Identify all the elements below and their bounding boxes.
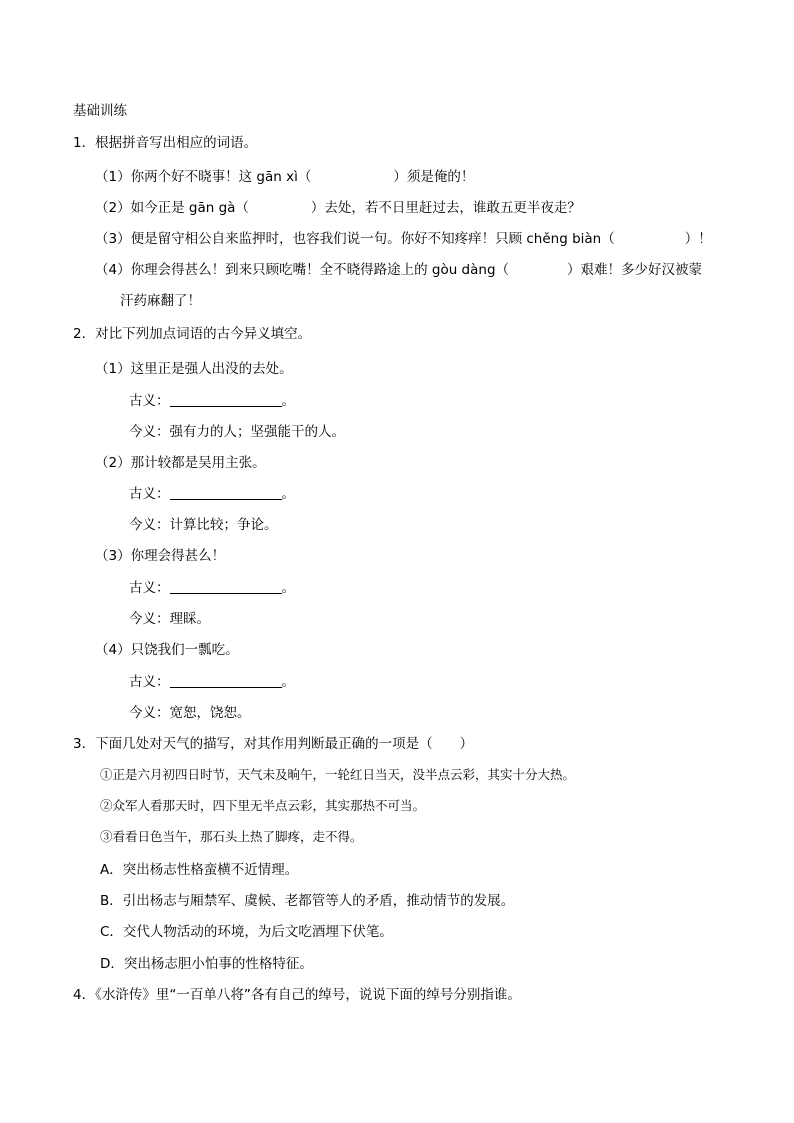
q1-item-text-after: ）艰难！多少好汉被蒙 [567, 262, 703, 278]
q3-option-b[interactable]: B．引出杨志与厢禁军、虞候、老都管等人的矛盾，推动情节的发展。 [100, 893, 515, 909]
gu-end: 。 [281, 580, 295, 596]
q3-quote-2: ②众军人看那天时，四下里无半点云彩，其实那热不可当。 [100, 798, 426, 813]
section-title: 基础训练 [73, 103, 127, 119]
q2-item-3-jin: 今义：理睬。 [129, 611, 210, 627]
question-4-title: 4．《水浒传》里“一百单八将”各有自己的绰号，说说下面的绰号分别指谁。 [73, 987, 521, 1003]
q2-item-sentence: 只饶我们一瓢吃。 [130, 642, 239, 658]
gu-end: 。 [281, 486, 295, 502]
q2-item-1-gu [129, 392, 295, 410]
q3-quote-3: ③看看日色当午，那石头上热了脚疼，走不得。 [100, 829, 363, 844]
q2-item-label: （4） [95, 642, 131, 658]
question-3-title: 3．下面几处对天气的描写，对其作用判断最正确的一项是（ ） [73, 736, 474, 752]
q2-item-sentence: 这里正是强人出没的去处。 [130, 361, 293, 377]
q1-item-4-continuation: 汗药麻翻了！ [120, 293, 201, 309]
q2-item-1-sentence [95, 360, 293, 378]
gu-label: 古义： [129, 486, 170, 502]
gu-label: 古义： [129, 580, 170, 596]
gu-answer-blank[interactable] [170, 392, 282, 407]
q1-item-text-after: ）！ [684, 231, 712, 247]
q1-item-text-before: 你理会得甚么！到来只顾吃嘴！全不晓得路途上的 gòu dàng（ [130, 262, 510, 278]
gu-label: 古义： [129, 393, 170, 409]
q2-item-3-sentence [95, 547, 225, 565]
q2-item-sentence: 你理会得甚么！ [130, 548, 226, 564]
q1-item-label: （4） [95, 262, 131, 278]
q1-item-2 [95, 199, 581, 217]
question-1-title: 1．根据拼音写出相应的词语。 [73, 135, 258, 151]
q2-item-2-sentence [95, 454, 266, 472]
q1-item-1 [95, 168, 474, 186]
q2-item-label: （1） [95, 361, 131, 377]
gu-answer-blank[interactable] [170, 579, 282, 594]
gu-end: 。 [281, 393, 295, 409]
q1-item-label: （3） [95, 231, 131, 247]
q2-item-1-jin: 今义：强有力的人；坚强能干的人。 [129, 424, 345, 440]
q3-quote-1: ①正是六月初四日时节，天气未及晌午，一轮红日当天，没半点云彩，其实十分大热。 [100, 767, 576, 782]
q2-item-label: （2） [95, 455, 131, 471]
q2-item-4-sentence [95, 641, 239, 659]
q3-option-a[interactable]: A．突出杨志性格蛮横不近情理。 [100, 862, 299, 878]
gu-label: 古义： [129, 674, 170, 690]
q1-item-text-after: ）去处，若不日里赶过去，谁敢五更半夜走？ [310, 200, 581, 216]
q1-item-label: （1） [95, 169, 131, 185]
q1-item-text-before: 如今正是 gān gà（ [130, 200, 249, 216]
q1-item-4 [95, 261, 702, 279]
q2-item-label: （3） [95, 548, 131, 564]
q2-item-2-jin: 今义：计算比较；争论。 [129, 517, 278, 533]
q2-item-3-gu [129, 579, 295, 597]
q3-option-c[interactable]: C．交代人物活动的环境，为后文吃酒埋下伏笔。 [100, 924, 393, 940]
q1-item-label: （2） [95, 200, 131, 216]
gu-answer-blank[interactable] [170, 673, 282, 688]
gu-answer-blank[interactable] [170, 485, 282, 500]
q1-item-3 [95, 230, 712, 248]
q1-item-text-before: 你两个好不晓事！这 gān xì（ [130, 169, 312, 185]
q2-item-4-jin: 今义：宽恕，饶恕。 [129, 705, 251, 721]
q1-item-text-after: ）须是俺的！ [393, 169, 475, 185]
q3-option-d[interactable]: D．突出杨志胆小怕事的性格特征。 [100, 956, 313, 972]
gu-end: 。 [281, 674, 295, 690]
q2-item-4-gu [129, 673, 295, 691]
q2-item-sentence: 那计较都是吴用主张。 [130, 455, 266, 471]
q2-item-2-gu [129, 485, 295, 503]
q1-item-text-before: 便是留守相公自来监押时，也容我们说一句。你好不知疼痒！只顾 chěng biàn（ [130, 231, 615, 247]
question-2-title: 2．对比下列加点词语的古今异义填空。 [73, 326, 312, 342]
